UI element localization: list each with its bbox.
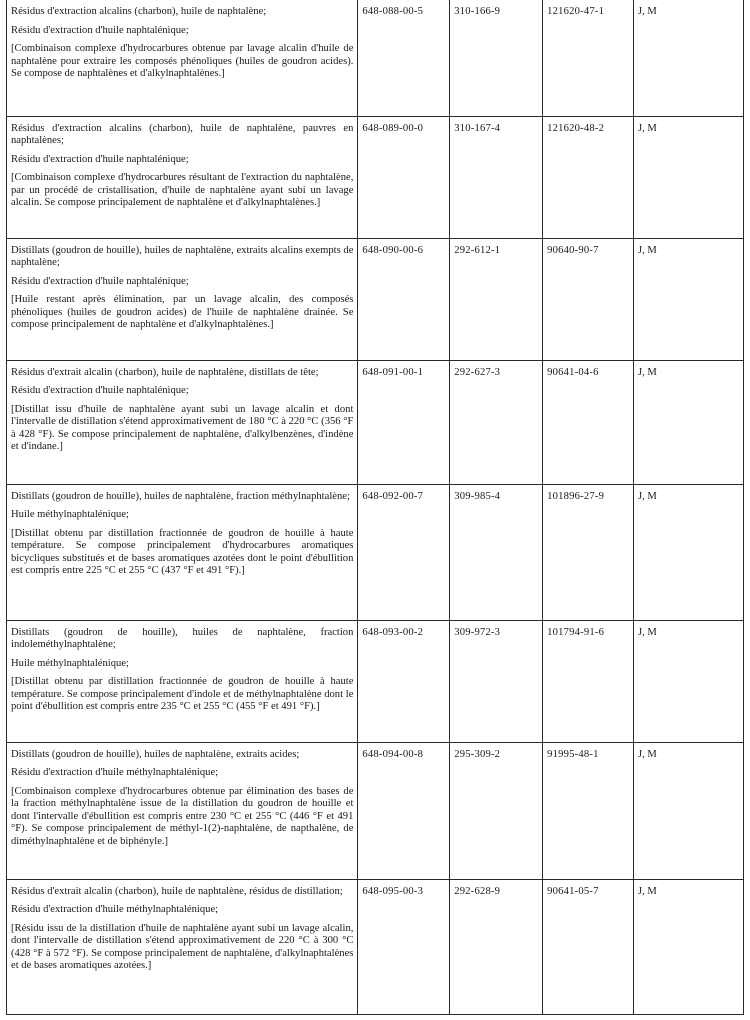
table-row <box>7 620 744 742</box>
index-number: 648-091-00-1 <box>358 360 450 484</box>
table-row <box>7 879 744 1014</box>
index-number: 648-094-00-8 <box>358 742 450 879</box>
notes: J, M <box>633 879 743 1014</box>
notes: J, M <box>633 238 743 360</box>
ec-number: 309-972-3 <box>450 620 543 742</box>
substance-description: [Distillat issu d'huile de naphtalène ayant subi un lavage alcalin et dont l'intervalle de distillation s'étend approximativement de 180 °C à 220 °C (356 °F à 428 °F). Se compose principalement de naphtalène, d'alkylbenzènes, d'indène et d'indane.] <box>11 403 354 453</box>
index-number: 648-093-00-2 <box>358 620 450 742</box>
table-row <box>7 238 744 360</box>
index-number: 648-090-00-6 <box>358 238 450 360</box>
substance-cell <box>7 116 358 238</box>
substance-synonym: Huile méthylnaphtalénique; <box>11 657 129 669</box>
table-row <box>7 484 744 620</box>
ec-number: 310-167-4 <box>450 116 543 238</box>
ec-number: 295-309-2 <box>450 742 543 879</box>
substance-description: [Combinaison complexe d'hydrocarbures obtenue par élimination des bases de la fraction méthylnaphtalène issue de la distillation du goudron de houille et dont l'intervalle d'ébullition est compris entre 230 °C et 255 °C (446 °F et 491 °F). Se compose principalement de méthyl-1(2)-naphtalène, de napthalène, de diméthylnaphtalène et de biphényle.] <box>11 785 354 848</box>
notes: J, M <box>633 620 743 742</box>
substance-cell <box>7 620 358 742</box>
substance-description: [Combinaison complexe d'hydrocarbures résultant de l'extraction du naphtalène, par un procédé de cristallisation, d'huile de naphtalène ayant subi un lavage alcalin. Se compose principalement de naphtalène et d'alkylnaphtalènes.] <box>11 172 354 209</box>
ec-number: 292-627-3 <box>450 360 543 484</box>
index-number: 648-092-00-7 <box>358 484 450 620</box>
substance-description: [Résidu issu de la distillation d'huile de naphtalène ayant subi un lavage alcalin, dont l'intervalle de distillation s'étend approximativement de 220 °C à 300 °C (428 °F à 572 °F). Se compose principalement de naphtalène, d'alkylnaphtalènes et de bases aromatiques azotées.] <box>11 922 354 972</box>
cas-number: 101794-91-6 <box>543 620 634 742</box>
table-row <box>7 0 744 116</box>
cas-number: 101896-27-9 <box>543 484 634 620</box>
substance-table <box>6 0 744 1015</box>
notes: J, M <box>633 742 743 879</box>
notes: J, M <box>633 360 743 484</box>
substance-description: [Combinaison complexe d'hydrocarbures obtenue par lavage alcalin d'huile de naphtalène pour extraire les composés phénoliques (huiles de goudron acides). Se compose de naphtalènes et d'alkylnaphtalènes.] <box>11 43 354 80</box>
substance-cell <box>7 360 358 484</box>
substance-synonym: Résidu d'extraction d'huile naphtalénique; <box>11 24 189 36</box>
notes: J, M <box>633 116 743 238</box>
substance-name: Distillats (goudron de houille), huiles de naphtalène, extraits acides; <box>11 748 300 760</box>
substance-name: Résidus d'extrait alcalin (charbon), huile de naphtalène, résidus de distillation; <box>11 885 343 897</box>
substance-description: [Distillat obtenu par distillation fractionnée de goudron de houille à haute température. Se compose principalement d'indole et de méthylnaphtalène dont le point d'ébullition est compris entre 235 °C et 255 °C (455 °F et 491 °F).] <box>11 676 354 713</box>
substance-cell <box>7 742 358 879</box>
substance-name: Résidus d'extraction alcalins (charbon), huile de naphtalène; <box>11 6 267 17</box>
cas-number: 91995-48-1 <box>543 742 634 879</box>
substance-cell <box>7 238 358 360</box>
substance-cell <box>7 0 358 116</box>
substance-name: Résidus d'extraction alcalins (charbon), huile de naphtalène, pauvres en naphtalènes; <box>11 122 354 147</box>
substance-synonym: Huile méthylnaphtalénique; <box>11 509 129 521</box>
notes: J, M <box>633 484 743 620</box>
substance-name: Distillats (goudron de houille), huiles de naphtalène, fraction méthylnaphtalène; <box>11 490 350 502</box>
substance-synonym: Résidu d'extraction d'huile naphtalénique; <box>11 385 189 397</box>
table-row <box>7 360 744 484</box>
cas-number: 121620-47-1 <box>543 0 634 116</box>
ec-number: 292-628-9 <box>450 879 543 1014</box>
ec-number: 310-166-9 <box>450 0 543 116</box>
substance-description: [Distillat obtenu par distillation fractionnée de goudron de houille à haute température. Se compose principalement d'hydrocarbures aromatiques bicycliques substitués et de bases aromatiques azotées dont le point d'ébullition est compris entre 225 °C et 255 °C (437 °F et 491 °F).] <box>11 527 354 577</box>
substance-cell <box>7 879 358 1014</box>
substance-synonym: Résidu d'extraction d'huile méthylnaphtalénique; <box>11 904 219 916</box>
substance-table-body <box>7 0 744 1014</box>
table-row <box>7 742 744 879</box>
substance-synonym: Résidu d'extraction d'huile naphtalénique; <box>11 153 189 165</box>
regulation-page <box>6 0 744 1015</box>
substance-synonym: Résidu d'extraction d'huile naphtalénique; <box>11 275 189 287</box>
ec-number: 309-985-4 <box>450 484 543 620</box>
substance-synonym: Résidu d'extraction d'huile méthylnaphtalénique; <box>11 767 219 779</box>
index-number: 648-095-00-3 <box>358 879 450 1014</box>
ec-number: 292-612-1 <box>450 238 543 360</box>
cas-number: 90641-04-6 <box>543 360 634 484</box>
index-number: 648-089-00-0 <box>358 116 450 238</box>
substance-name: Distillats (goudron de houille), huiles de naphtalène, fraction indoleméthylnaphtalène; <box>11 626 354 651</box>
table-row <box>7 116 744 238</box>
cas-number: 90641-05-7 <box>543 879 634 1014</box>
substance-description: [Huile restant après élimination, par un lavage alcalin, des composés phénoliques (huiles de goudron acides) de l'huile de naphtalène drainée. Se compose principalement de naphtalène et d'alkylnaphtalènes.] <box>11 294 354 331</box>
substance-cell <box>7 484 358 620</box>
cas-number: 90640-90-7 <box>543 238 634 360</box>
notes: J, M <box>633 0 743 116</box>
index-number: 648-088-00-5 <box>358 0 450 116</box>
substance-name: Distillats (goudron de houille), huiles de naphtalène, extraits alcalins exempts de naphtalène; <box>11 244 354 269</box>
cas-number: 121620-48-2 <box>543 116 634 238</box>
substance-name: Résidus d'extrait alcalin (charbon), huile de naphtalène, distillats de tête; <box>11 366 319 378</box>
